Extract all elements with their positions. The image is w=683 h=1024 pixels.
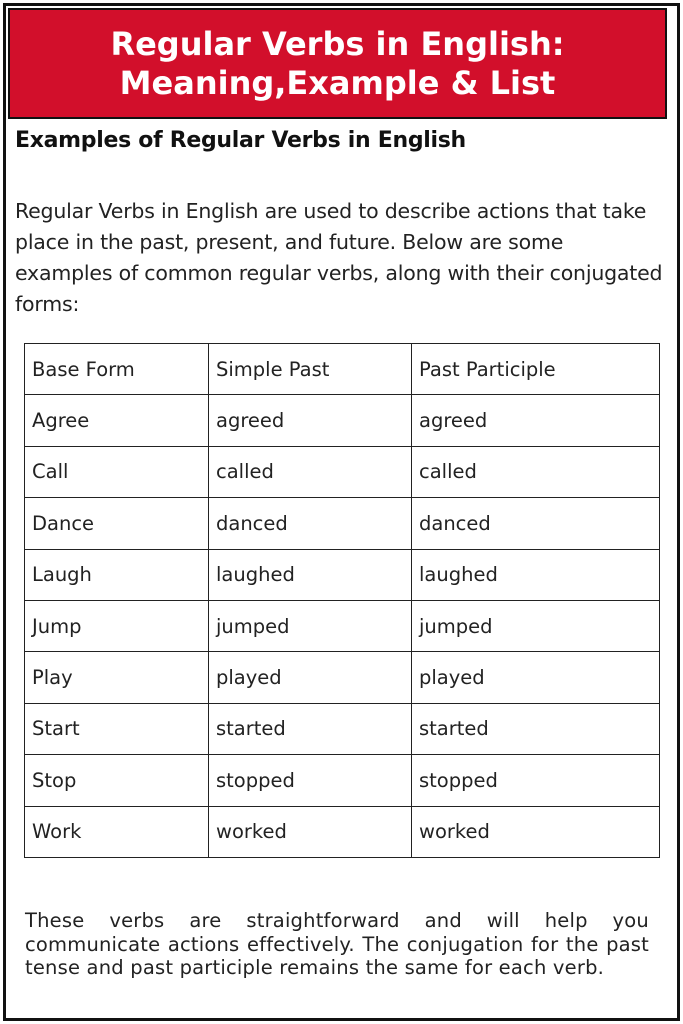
cell-past-participle: laughed xyxy=(412,549,660,600)
cell-simple-past: called xyxy=(209,446,412,497)
table-row xyxy=(25,498,660,549)
cell-base-form: Stop xyxy=(25,755,209,806)
cell-past-participle: jumped xyxy=(412,600,660,651)
cell-base-form: Play xyxy=(25,652,209,703)
cell-base-form: Call xyxy=(25,446,209,497)
section-heading: Examples of Regular Verbs in English xyxy=(15,128,466,153)
cell-simple-past: started xyxy=(209,703,412,754)
table-row xyxy=(25,806,660,857)
cell-past-participle: called xyxy=(412,446,660,497)
cell-past-participle: agreed xyxy=(412,395,660,446)
cell-simple-past: worked xyxy=(209,806,412,857)
title-banner xyxy=(8,8,667,119)
outro-paragraph: These verbs are straightforward and will help you communicate actions effectively. The conjugation for the past tense and past participle remains the same for each verb. xyxy=(25,909,649,979)
cell-simple-past: jumped xyxy=(209,600,412,651)
header-past-participle: Past Participle xyxy=(412,344,660,395)
table-row xyxy=(25,703,660,754)
verbs-table xyxy=(24,343,660,858)
cell-base-form: Jump xyxy=(25,600,209,651)
cell-base-form: Work xyxy=(25,806,209,857)
cell-simple-past: played xyxy=(209,652,412,703)
table-row xyxy=(25,755,660,806)
cell-simple-past: stopped xyxy=(209,755,412,806)
cell-base-form: Start xyxy=(25,703,209,754)
table-row xyxy=(25,549,660,600)
cell-past-participle: danced xyxy=(412,498,660,549)
cell-simple-past: agreed xyxy=(209,395,412,446)
cell-past-participle: stopped xyxy=(412,755,660,806)
cell-base-form: Dance xyxy=(25,498,209,549)
table-row xyxy=(25,395,660,446)
cell-past-participle: worked xyxy=(412,806,660,857)
cell-base-form: Agree xyxy=(25,395,209,446)
cell-simple-past: laughed xyxy=(209,549,412,600)
header-base-form: Base Form xyxy=(25,344,209,395)
header-simple-past: Simple Past xyxy=(209,344,412,395)
banner-title: Regular Verbs in English: Meaning,Example & List xyxy=(110,24,565,102)
cell-past-participle: started xyxy=(412,703,660,754)
cell-base-form: Laugh xyxy=(25,549,209,600)
intro-paragraph: Regular Verbs in English are used to describe actions that take place in the past, present, and future. Below are some examples of common regular verbs, along with their conjugated forms: xyxy=(15,199,663,316)
table-row xyxy=(25,600,660,651)
table-row xyxy=(25,652,660,703)
cell-simple-past: danced xyxy=(209,498,412,549)
cell-past-participle: played xyxy=(412,652,660,703)
table-row xyxy=(25,446,660,497)
table-header-row xyxy=(25,344,660,395)
